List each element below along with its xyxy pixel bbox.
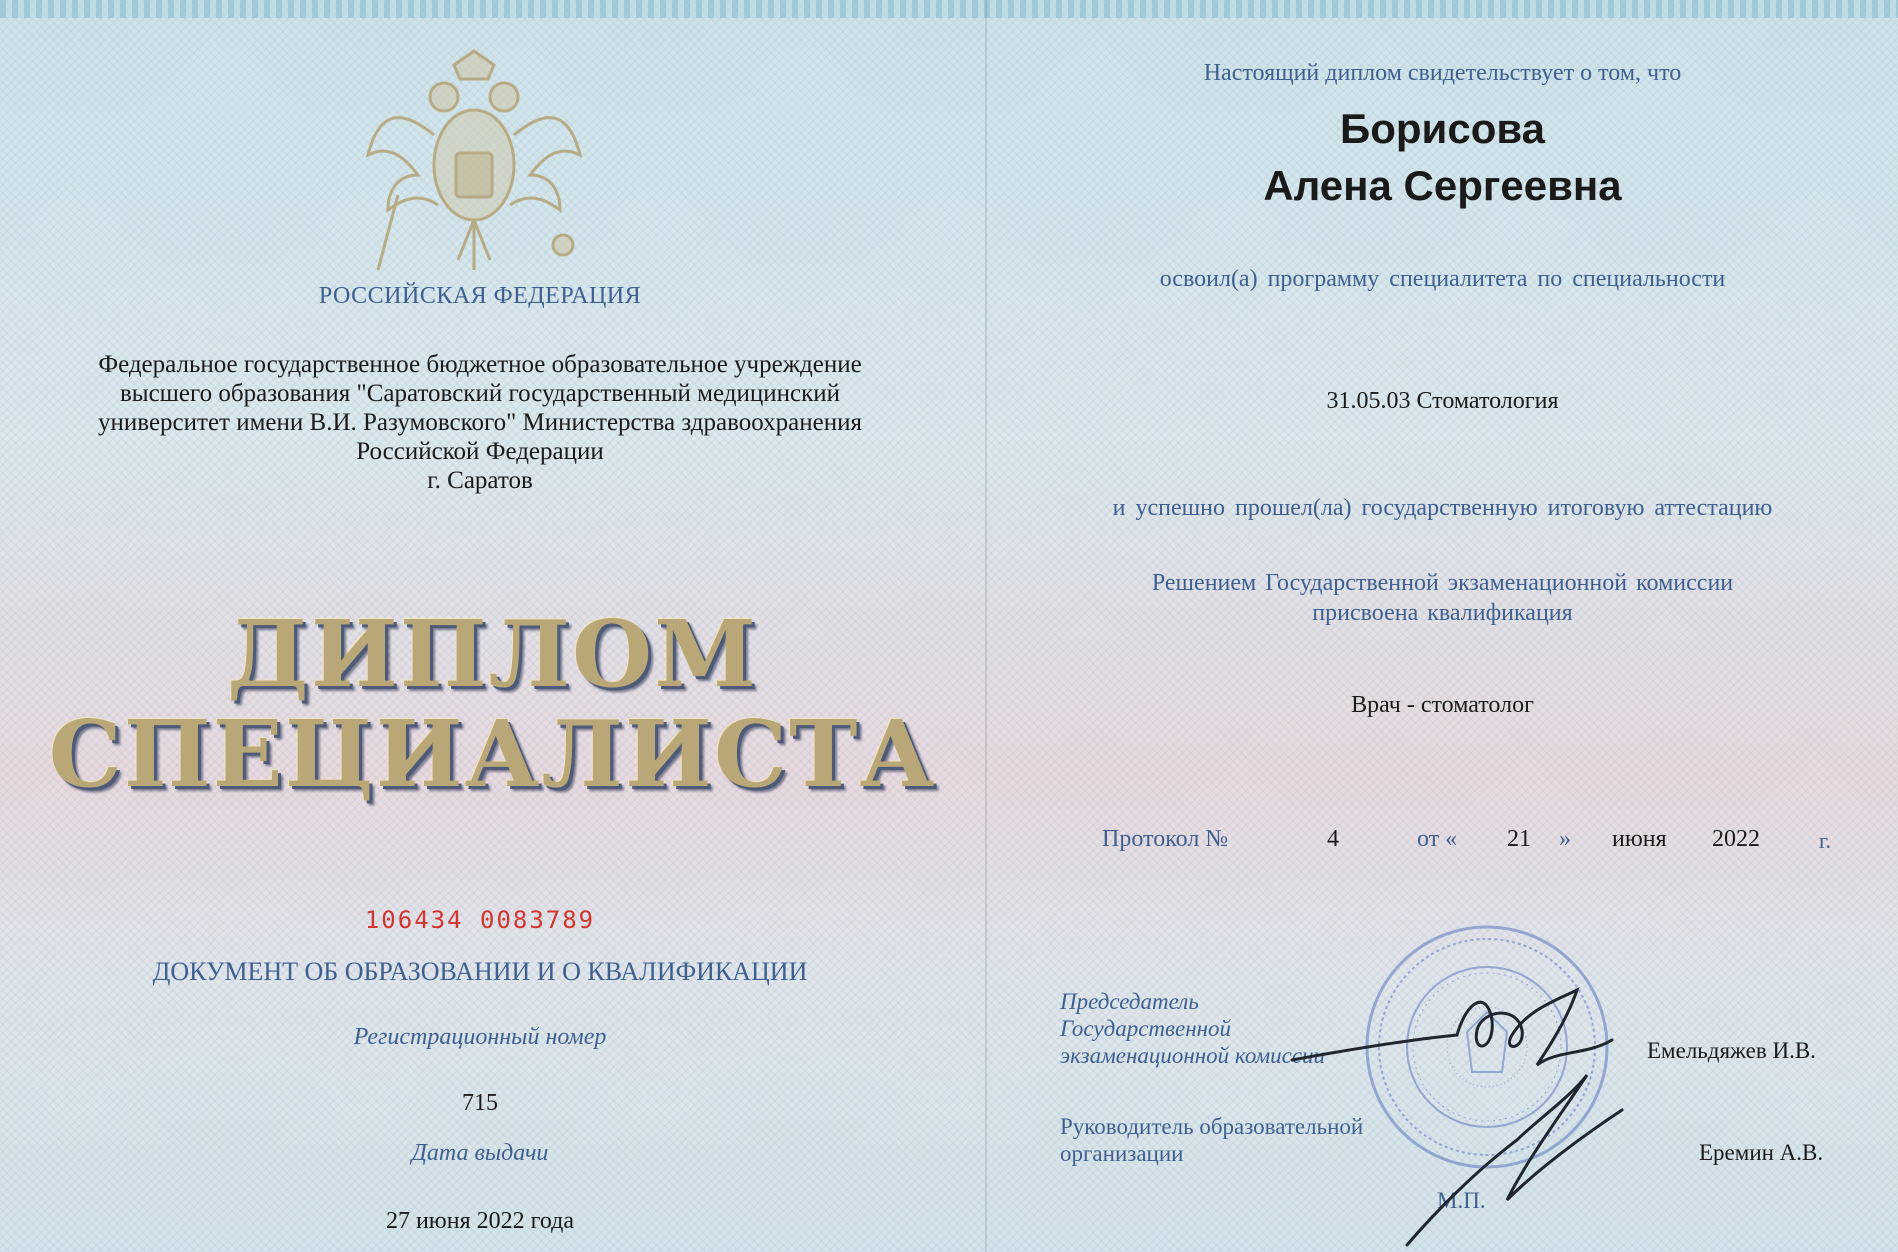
decision-line: присвоена квалификация	[1312, 600, 1573, 626]
specialty: 31.05.03 Стоматология	[1326, 388, 1559, 414]
protocol-label: Протокол №	[1102, 826, 1229, 852]
protocol-number: 4	[1327, 826, 1339, 852]
protocol-from: от «	[1417, 826, 1458, 852]
seal-place-label: М.П.	[1437, 1188, 1486, 1213]
institution-line: Федеральное государственное бюджетное образовательное учреждение	[98, 351, 862, 378]
decision-line: Решением Государственной экзаменационной комиссии	[1151, 570, 1734, 596]
country-label: РОССИЙСКАЯ ФЕДЕРАЦИЯ	[318, 283, 642, 309]
double-headed-eagle-emblem-icon	[358, 45, 590, 295]
institution-city: г. Саратов	[427, 467, 533, 494]
protocol-month: июня	[1612, 826, 1667, 852]
head-name: Еремин А.В.	[1699, 1140, 1824, 1165]
protocol-year-suffix: г.	[1819, 828, 1832, 853]
qualification: Врач - стоматолог	[1351, 692, 1534, 718]
head-label-line: Руководитель образовательной	[1060, 1114, 1364, 1139]
institution-line: высшего образования "Саратовский государственный медицинский	[119, 380, 841, 407]
chair-label-line: Государственной	[1060, 1016, 1232, 1041]
chair-label	[1060, 988, 1325, 1069]
head-label-line: организации	[1060, 1141, 1184, 1166]
serial-number: 106434 0083789	[364, 906, 596, 934]
institution-line: университет имени В.И. Разумовского" Министерства здравоохранения	[98, 409, 862, 436]
protocol-day: 21	[1507, 826, 1531, 852]
holder-surname: Борисова	[1340, 105, 1545, 152]
chair-label-line: экзаменационной комиссии	[1060, 1043, 1326, 1068]
chair-name: Емельдяжев И.В.	[1647, 1038, 1816, 1063]
commission-decision	[987, 568, 1898, 628]
institution-name	[0, 350, 960, 495]
diploma-title-line2: СПЕЦИАЛИСТА	[48, 700, 937, 808]
right-page	[987, 0, 1898, 1252]
diploma-title-line1: ДИПЛОМ	[227, 600, 758, 708]
holder-given-names: Алена Сергеевна	[1263, 162, 1622, 209]
program-text: освоил(а) программу специалитета по специальности	[1159, 266, 1726, 292]
head-signature-icon	[1367, 1060, 1637, 1250]
institution-line: Российской Федерации	[356, 438, 604, 465]
protocol-year: 2022	[1712, 826, 1760, 852]
intro-text: Настоящий диплом свидетельствует о том, что	[1203, 60, 1682, 86]
protocol-quote-close: »	[1559, 826, 1571, 852]
issue-date-label: Дата выдачи	[411, 1140, 549, 1166]
registration-label: Регистрационный номер	[353, 1024, 607, 1050]
registration-number: 715	[462, 1090, 498, 1116]
issue-date: 27 июня 2022 года	[385, 1208, 575, 1234]
chair-label-line: Председатель	[1060, 989, 1199, 1014]
attestation-text: и успешно прошел(ла) государственную итоговую аттестацию	[1112, 495, 1773, 521]
head-label	[1060, 1113, 1363, 1167]
document-type: ДОКУМЕНТ ОБ ОБРАЗОВАНИИ И О КВАЛИФИКАЦИИ	[152, 957, 808, 986]
